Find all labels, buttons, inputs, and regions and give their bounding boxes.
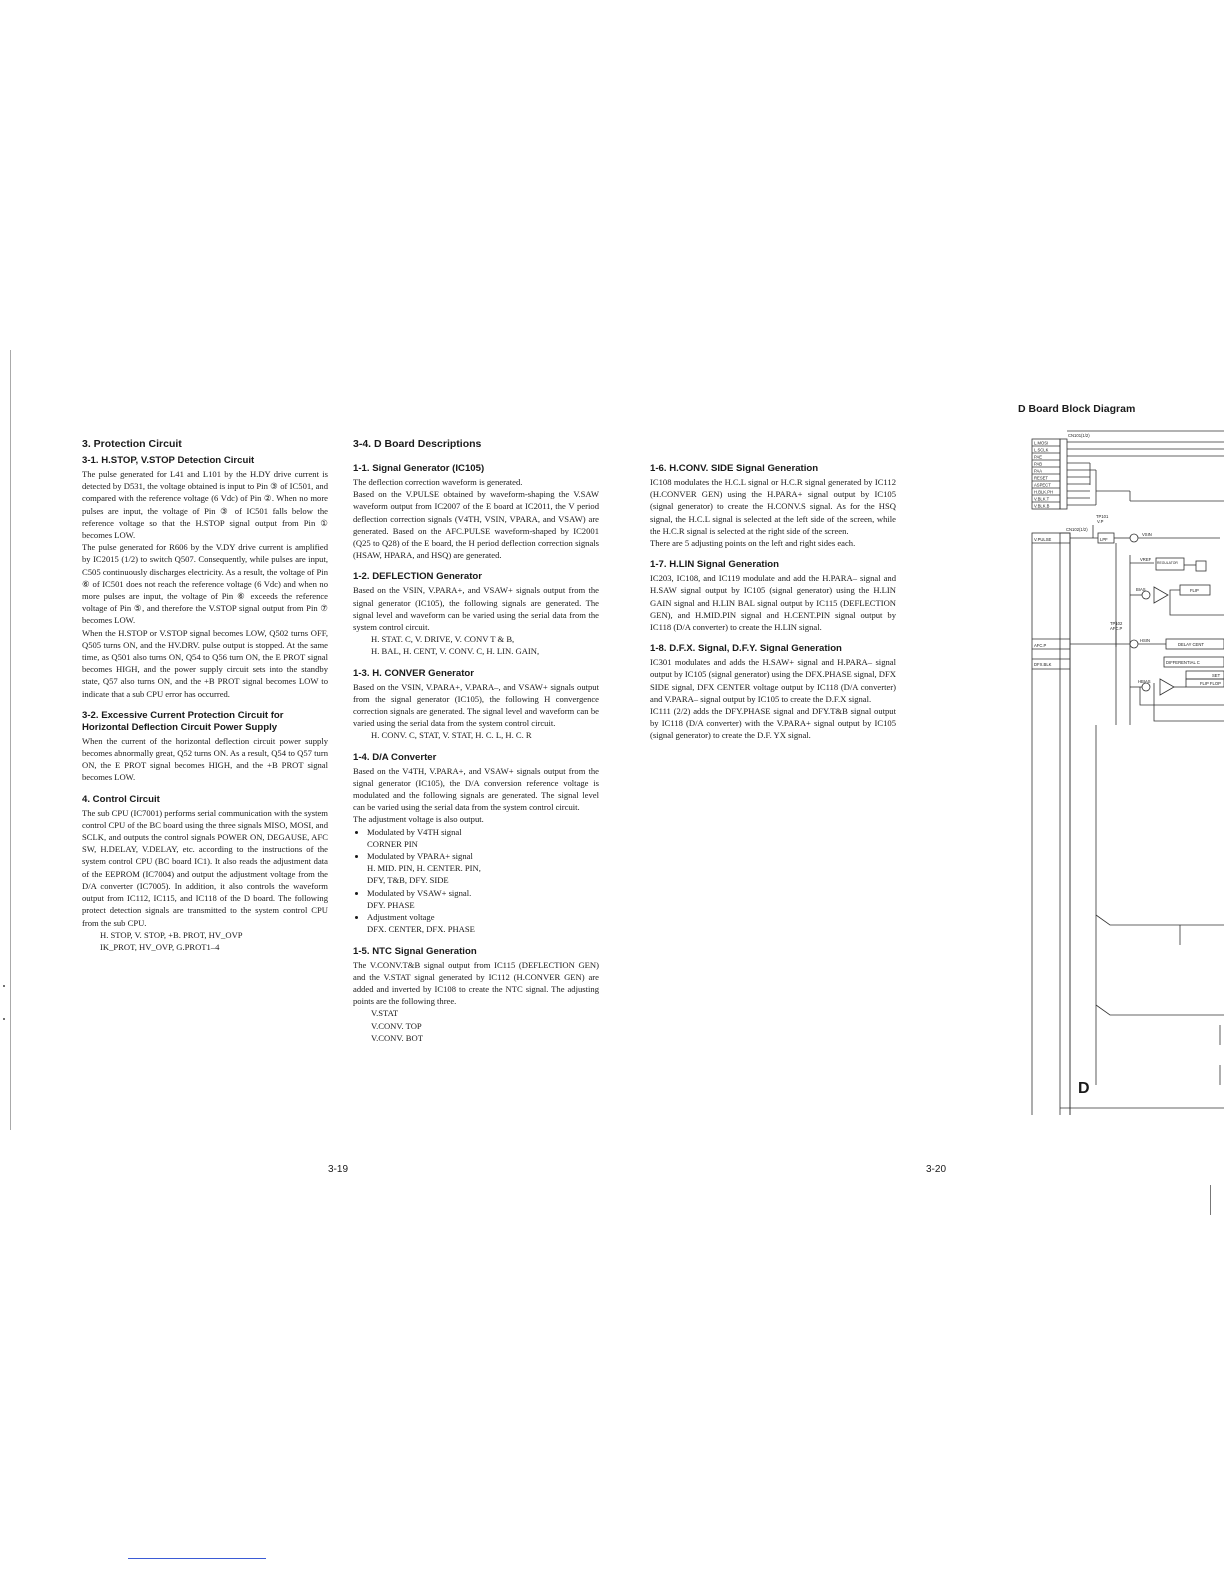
- block-diagram: [1030, 425, 1224, 1115]
- section-1-4-paragraph-2: The adjustment voltage is also output.: [353, 814, 484, 825]
- column-2: [353, 438, 599, 1044]
- section-1-5-paragraph: The V.CONV.T&B signal output from IC115 (DEFLECTION GEN) and the V.STAT signal generated by IC112 (H.CONVER GEN) are added and inverted by IC108 to create the NTC signal. The adjusting points are the following three.: [353, 959, 599, 1007]
- section-1-4-bullet-list: [353, 826, 599, 936]
- input-label: PAA: [1034, 468, 1043, 474]
- section-3-1-paragraph-2: The pulse generated for R606 by the V.DY drive current is amplified by IC2015 (1/2) to switch Q507. Consequently, while pulses are input, C505 continuously discharges electricity. As a result, the voltage of Pin ⑥ of IC501 does not reach the reference voltage (6 Vdc) and when no more pulses are input, the voltage of Pin ⑥ exceeds the reference voltage of Pin ⑤, and therefore the V.STOP signal output from Pin ⑦ becomes LOW.: [82, 542, 328, 626]
- bullet-item: • Modulated by V4TH signal CORNER PIN: [367, 826, 599, 850]
- section-1-2-paragraph: Based on the VSIN, V.PARA+, and VSAW+ signals output from the signal generator (IC105), the following signals are generated. The signal level and waveform can be varied using the serial data from the system control circuit.: [353, 585, 599, 633]
- v-pulse-label: V.PULSE: [1034, 537, 1052, 542]
- section-1-7-paragraph: IC203, IC108, and IC119 modulate and add the H.PARA– signal and H.SAW signal output by IC105 (signal generator) using the H.LIN GAIN signal and H.LIN BAL signal output by IC115 (DEFLECTION GEN), and H.MID.PIN signal and H.CENT.PIN signal output by IC118 (D/A converter) to create the H.LIN signal.: [650, 573, 896, 633]
- section-1-5-list-line: V.CONV. TOP: [371, 1020, 422, 1031]
- dfx-blk-label: DFX.BLK: [1034, 662, 1052, 667]
- regulator-label: REGULATOR: [1157, 561, 1178, 565]
- section-3-1-paragraph-1: The pulse generated for L41 and L101 by the H.DY drive current is detected by D531, the voltage obtained is input to Pin ③ of IC501, and compared with the reference voltage (6 Vdc) of Pin ②. When no more pulses are input, the voltage of Pin ③ of IC501 falls below the reference voltage so that the H.STOP signal output from Pin ① becomes LOW.: [82, 469, 328, 541]
- scan-dot: [3, 1018, 5, 1020]
- bullet-item: • Adjustment voltage DFX. CENTER, DFX. PHASE: [367, 911, 599, 935]
- connector-cn102: [1032, 533, 1070, 1115]
- section-3-2-heading: 3-2. Excessive Current Protection Circuit for Horizontal Deflection Circuit Power Supply: [82, 709, 284, 733]
- input-label: RESET: [1034, 475, 1048, 481]
- section-1-4-heading: 1-4. D/A Converter: [353, 751, 437, 763]
- section-1-3-list-line: H. CONV. C, STAT, V. STAT, H. C. L, H. C. R: [371, 730, 532, 741]
- block-diagram-title: D Board Block Diagram: [1018, 403, 1136, 415]
- set-label: SET: [1212, 673, 1221, 678]
- afc-p-label: AFC.P: [1034, 643, 1047, 648]
- column-1: [82, 438, 328, 953]
- scan-dot: [3, 985, 5, 987]
- section-3-heading: 3. Protection Circuit: [82, 438, 182, 450]
- section-1-6-heading: 1-6. H.CONV. SIDE Signal Generation: [650, 463, 819, 474]
- section-1-3-paragraph: Based on the VSIN, V.PARA+, V.PARA–, and VSAW+ signals output from the signal generator (IC105), the following H convergence correction signals are generated. The signal level and waveform can be varied using the serial data from the system control circuit.: [353, 681, 599, 729]
- section-1-1-heading: 1-1. Signal Generator (IC105): [353, 463, 485, 474]
- left-binding-edge: [10, 350, 11, 1130]
- section-1-8-paragraph-2: IC111 (2/2) adds the DFY.PHASE signal and DFY.T&B signal output by IC118 (D/A converter) with the V.PARA+ signal output by IC105 (signal generator) to create the D.F. YX signal.: [650, 706, 896, 741]
- input-label: PAB: [1034, 461, 1043, 467]
- bias-label: BIAS: [1136, 587, 1146, 592]
- bullet-item: • Modulated by VPARA+ signal H. MID. PIN, H. CENTER. PIN, DFY, T&B, DFY. SIDE: [367, 850, 599, 887]
- flip-label: FLIP: [1190, 588, 1199, 593]
- section-4-heading: 4. Control Circuit: [82, 793, 160, 805]
- input-label: PAE: [1034, 454, 1043, 460]
- section-1-8-heading: 1-8. D.F.X. Signal, D.F.Y. Signal Generation: [650, 643, 842, 655]
- page-number-right: 3-20: [926, 1164, 947, 1175]
- section-1-4-paragraph-1: Based on the V4TH, V.PARA+, and VSAW+ signals output from the signal generator (IC105), the D/A conversion reference voltage is modulated and the following signals are generated. The signal level can be varied using the serial data from the system control circuit.: [353, 765, 599, 813]
- board-letter: D: [1078, 1080, 1090, 1097]
- input-label: ASPECT: [1034, 482, 1051, 488]
- column-3: [650, 463, 896, 742]
- section-1-6-paragraph-1: IC108 modulates the H.C.L signal or H.C.R signal generated by IC112 (H.CONVER GEN) using the H.PARA+ signal output by IC105 (signal generator) to create the H.CONV.S signal. As for the HSQ signal, the H.C.L signal is selected at the left side of the screen, while the H.C.R signal is selected at the right side of the screen.: [650, 477, 896, 536]
- section-1-7-heading: 1-7. H.LIN Signal Generation: [650, 559, 780, 571]
- differential-label: DIFFERENTIAL C: [1166, 660, 1200, 665]
- right-edge-mark: [1210, 1185, 1211, 1215]
- section-4-list-line: H. STOP, V. STOP, +B. PROT, HV_OVP: [100, 929, 243, 940]
- section-1-5-list-line: V.STAT: [371, 1008, 399, 1019]
- section-1-1-paragraph-2: Based on the V.PULSE obtained by waveform-shaping the V.SAW waveform output from IC2007 of the E board at IC2011, the V period deflection correction signals (V4TH, VSIN, VPARA, and VSAW) are generated. Based on the AFC.PULSE waveform-shaped by IC2001 (Q25 to Q28) of the E board, the H period deflection correction signals (HSAW, HPARA, and HSQ) are generated.: [353, 489, 599, 561]
- section-4-list-line: IK_PROT, HV_OVP, G.PROT1–4: [100, 941, 220, 952]
- section-1-3-heading: 1-3. H. CONVER Generator: [353, 667, 475, 679]
- tp102-label: TP102: [1110, 621, 1123, 626]
- hbias-label: HBIAS: [1138, 679, 1151, 684]
- section-1-1-paragraph-1: The deflection correction waveform is generated.: [353, 477, 523, 487]
- section-3-2-paragraph: When the current of the horizontal deflection circuit power supply becomes abnormally great, Q52 turns ON. As a result, Q54 to Q57 turn ON, the E PROT signal becomes HIGH, and the +B PROT signal becomes LOW.: [82, 735, 328, 783]
- hsin-label: HSIN: [1140, 638, 1151, 643]
- tp101-sublabel: V.P: [1097, 519, 1104, 524]
- section-1-2-list-line: H. BAL, H. CENT, V. CONV. C, H. LIN. GAIN,: [371, 646, 540, 657]
- section-3-4-heading: 3-4. D Board Descriptions: [353, 438, 482, 450]
- section-1-5-heading: 1-5. NTC Signal Generation: [353, 945, 477, 957]
- input-label: H.BLK.PH: [1034, 489, 1054, 495]
- blue-underline-artifact: [128, 1558, 266, 1559]
- input-label: V.BLK.T: [1034, 496, 1050, 502]
- input-label: L.MOSI: [1034, 440, 1049, 446]
- cn101-label: CN101(1/2): [1068, 433, 1090, 438]
- section-4-paragraph: The sub CPU (IC7001) performs serial communication with the system control CPU of the BC board using the three signals MISO, MOSI, and SCLK, and outputs the control signals POWER ON, DEGAUSE, AFC SW, H.DELAY, V.DELAY, etc. according to the instructions of the system control CPU (BC board IC1). It also reads the adjustment data of the EEPROM (IC7004) and output the adjustment voltage from the D/A converter (IC7005). In addition, it also controls the waveform output from IC112, IC115, and IC118 of the D board. The following protect detection signals are transmitted to the system control CPU from the sub CPU.: [82, 807, 328, 928]
- tp102-sublabel: AFC.P: [1110, 626, 1123, 631]
- vref-label: VREF: [1140, 557, 1152, 562]
- section-1-6-paragraph-2: There are 5 adjusting points on the left and right sides each.: [650, 538, 856, 549]
- cn102-label: CN102(1/2): [1066, 527, 1088, 532]
- vsin-label: VSIN: [1142, 532, 1152, 537]
- lpf-label: LPF: [1100, 537, 1108, 542]
- tp101-label: TP101: [1096, 514, 1109, 519]
- section-3-1-paragraph-3: When the H.STOP or V.STOP signal becomes LOW, Q502 turns OFF, Q505 turns ON, and the HV.DRV. pulse output is stopped. At the same time, as Q501 also turns ON, Q54 to Q56 turn ON, the E PROT signal becomes HIGH, and the power supply circuit sets into the standby state, Q57 also turns ON, and the +B PROT signal becomes LOW to indicate that a sub CPU error has occurred.: [82, 627, 328, 699]
- input-label: V.BLK.B: [1034, 503, 1050, 509]
- bullet-item: • Modulated by VSAW+ signal. DFY. PHASE: [367, 887, 599, 911]
- flip-flop-label: FLIP FLOP: [1200, 681, 1221, 686]
- section-1-2-list-line: H. STAT. C, V. DRIVE, V. CONV T & B,: [371, 634, 515, 645]
- input-label: L.SCLK: [1034, 447, 1049, 453]
- section-1-2-heading: 1-2. DEFLECTION Generator: [353, 571, 483, 583]
- section-1-5-list-line: V.CONV. BOT: [371, 1032, 423, 1043]
- page-number-left: 3-19: [328, 1164, 349, 1175]
- delay-cent-label: DELAY CENT: [1178, 642, 1204, 647]
- section-1-8-paragraph-1: IC301 modulates and adds the H.SAW+ signal and H.PARA– signal output by IC105 (signal generator) using the DFX.PHASE signal, DFX SIDE signal, DFX CENTER voltage output by IC118 (D/A converter) and V.PARA– signal output by IC105 to create the D.F.X signal.: [650, 657, 896, 704]
- section-3-1-heading: 3-1. H.STOP, V.STOP Detection Circuit: [82, 455, 255, 466]
